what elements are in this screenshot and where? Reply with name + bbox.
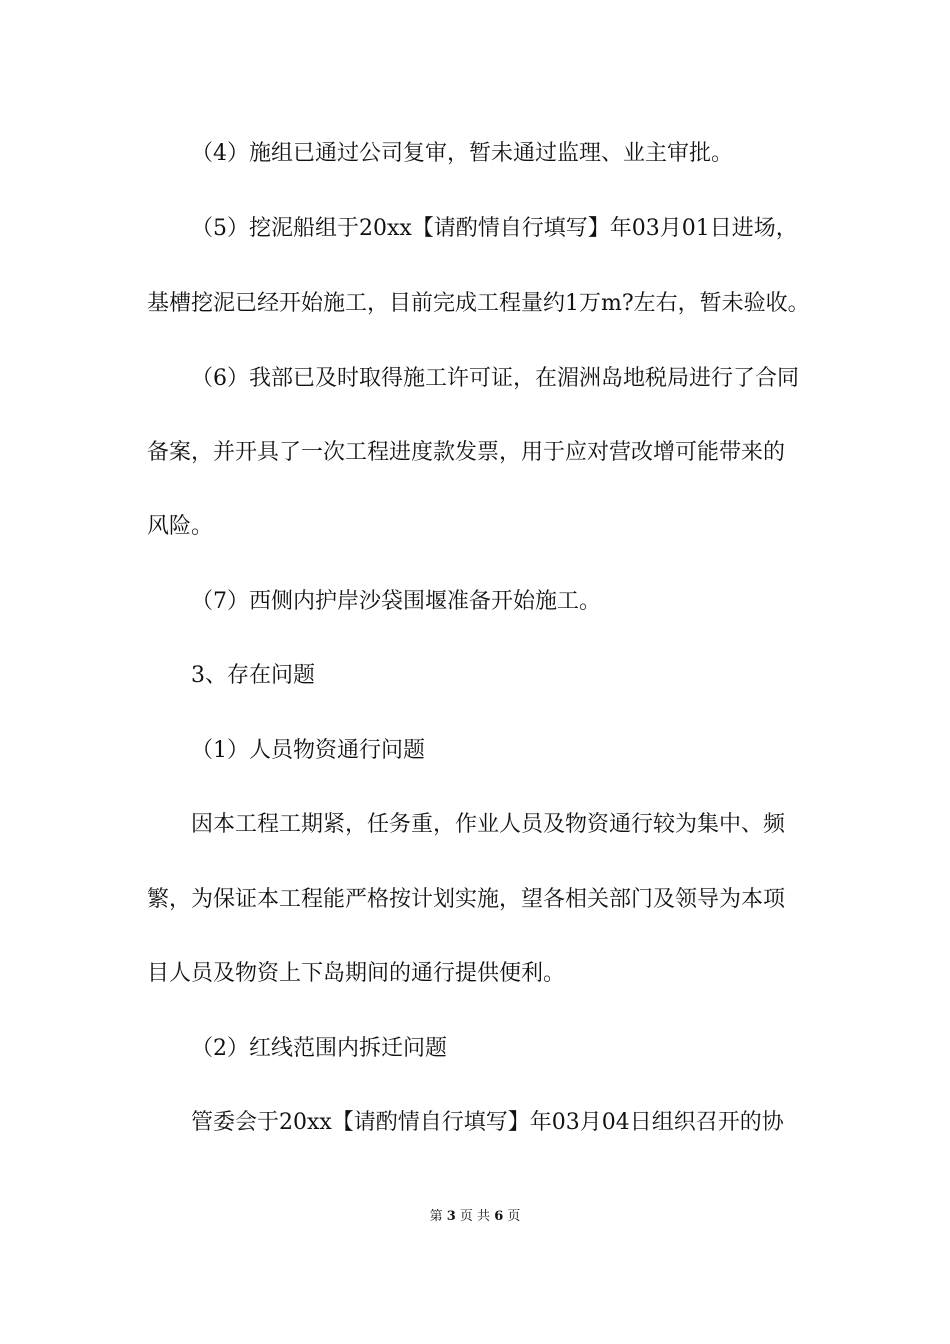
paragraph-line: 基槽挖泥已经开始施工，目前完成工程量约1万m?左右，暂未验收。 <box>147 291 810 316</box>
paragraph-line: 风险。 <box>147 514 214 539</box>
footer-middle: 页 共 <box>459 1209 491 1224</box>
footer-prefix: 第 <box>429 1209 443 1224</box>
paragraph-line: （5）挖泥船组于20xx【请酌情自行填写】年03月01日进场， <box>191 216 798 241</box>
subsection-heading: （1）人员物资通行问题 <box>191 738 425 763</box>
footer-total-pages: 6 <box>494 1209 504 1224</box>
subsection-heading: （2）红线范围内拆迁问题 <box>191 1036 447 1061</box>
page-footer <box>0 1208 950 1226</box>
footer-page-number: 3 <box>446 1209 456 1224</box>
paragraph-line: 因本工程工期紧，任务重，作业人员及物资通行较为集中、频 <box>191 812 786 837</box>
paragraph-line: （7）西侧内护岸沙袋围堰准备开始施工。 <box>191 589 601 614</box>
footer-suffix: 页 <box>507 1209 521 1224</box>
paragraph-line: 繁，为保证本工程能严格按计划实施，望各相关部门及领导为本项 <box>147 887 786 912</box>
paragraph-line: （4）施组已通过公司复审，暂未通过监理、业主审批。 <box>191 141 733 166</box>
paragraph-line: 管委会于20xx【请酌情自行填写】年03月04日组织召开的协 <box>191 1110 784 1135</box>
paragraph-line: 目人员及物资上下岛期间的通行提供便利。 <box>147 961 566 986</box>
section-heading: 3、存在问题 <box>191 663 315 688</box>
paragraph-line: （6）我部已及时取得施工许可证，在湄洲岛地税局进行了合同 <box>191 366 799 391</box>
paragraph-line: 备案，并开具了一次工程进度款发票，用于应对营改增可能带来的 <box>147 440 786 465</box>
